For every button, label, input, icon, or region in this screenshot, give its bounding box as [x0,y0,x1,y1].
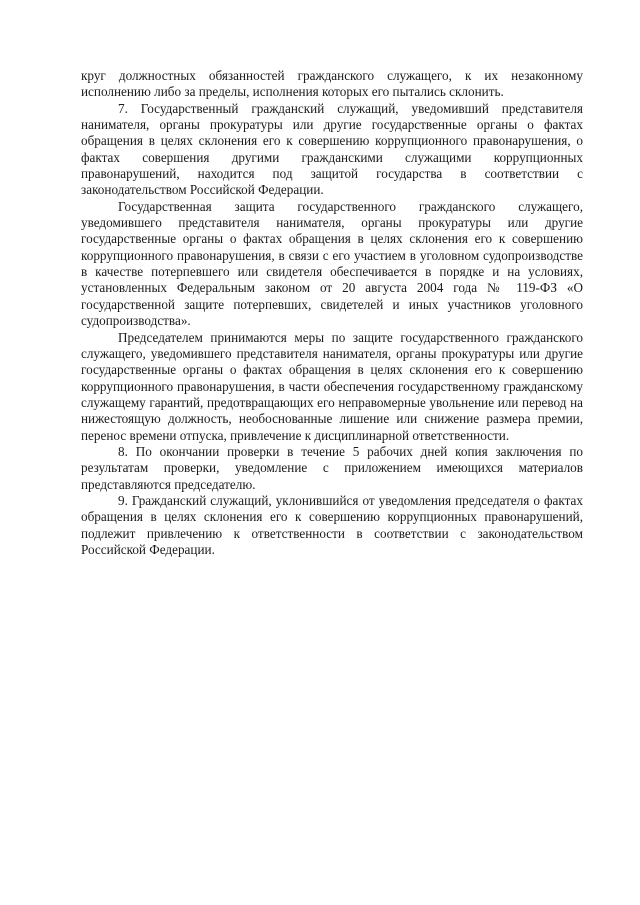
paragraph-item-9: 9. Гражданский служащий, уклонившийся от уведомления председателя о фактах обращения в целях склонения его к совершению коррупционных правонарушений, подлежит привлечению к ответственности в соответствии с законодательством Российской Федерации. [81,492,583,557]
paragraph-item-8: 8. По окончании проверки в течение 5 рабочих дней копия заключения по результатам проверки, уведомление с приложением имеющихся материалов представляются председателю. [81,443,583,492]
paragraph-item-7: 7. Государственный гражданский служащий, уведомивший представителя нанимателя, органы прокуратуры или другие государственные органы о фактах обращения в целях склонения его к совершению коррупционного правонарушения, о фактах совершения другими гражданскими служащими коррупционных правонарушений, находится под защитой государства в соответствии с законодательством Российской Федерации. [81,100,583,198]
document-body [81,68,583,558]
paragraph-continuation: круг должностных обязанностей гражданского служащего, к их незаконному исполнению либо за пределы, исполнения которых его пытались склонить. [81,68,583,100]
paragraph-chairman-measures: Председателем принимаются меры по защите государственного гражданского служащего, уведомившего представителя нанимателя, органы прокуратуры или другие государственные органы о фактах обращения в целях склонения его к совершению коррупционного правонарушения, в части обеспечения государственному гражданскому служащему гарантий, предотвращающих его неправомерные увольнение или перевод на нижестоящую должность, необоснованные лишение или снижение размера премии, перенос времени отпуска, привлечение к дисциплинарной ответственности. [81,329,583,443]
paragraph-state-protection: Государственная защита государственного гражданского служащего, уведомившего представителя нанимателя, органы прокуратуры или другие государственные органы о фактах обращения в целях склонения его к совершению коррупционного правонарушения, в связи с его участием в уголовном судопроизводстве в качестве потерпевшего или свидетеля обеспечивается в порядке и на условиях, установленных Федеральным законом от 20 августа 2004 года № 119-ФЗ «О государственной защите потерпевших, свидетелей и иных участников уголовного судопроизводства». [81,198,583,329]
